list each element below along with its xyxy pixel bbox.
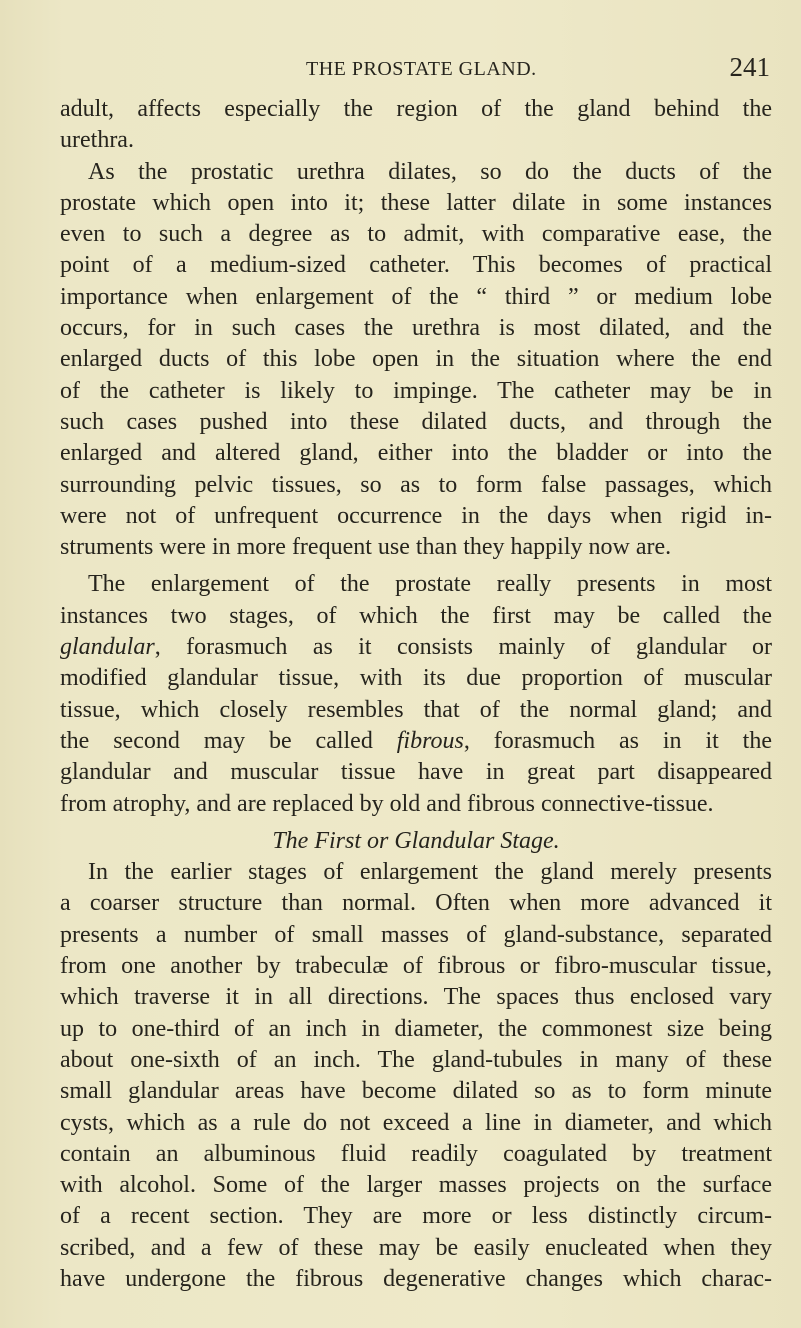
text-line: urethra. — [60, 127, 134, 154]
text-line: prostate which open into it; these latter dilate in some instances — [60, 189, 772, 216]
text-line: up to one-third of an inch in diameter, the commonest size being — [60, 1015, 772, 1042]
text-line: a coarser structure than normal. Often when more advanced it — [60, 890, 772, 917]
text-line: struments were in more frequent use than they happily now are. — [60, 534, 672, 561]
text-line: have undergone the fibrous degenerative changes which charac- — [60, 1265, 772, 1292]
text-line: of the catheter is likely to impinge. The catheter may be in — [60, 377, 772, 404]
page-header — [300, 52, 770, 88]
text-line: the second may be called fibrous, forasmuch as in it the — [60, 727, 772, 754]
text-line: In the earlier stages of enlargement the gland merely presents — [88, 859, 772, 886]
text-line: contain an albuminous fluid readily coagulated by treatment — [60, 1140, 772, 1167]
running-head: THE PROSTATE GLAND. — [306, 58, 537, 80]
paragraph — [60, 569, 772, 819]
text-line: about one-sixth of an inch. The gland-tubules in many of these — [60, 1046, 772, 1073]
text-line: with alcohol. Some of the larger masses projects on the surface — [60, 1172, 772, 1199]
text-line: The enlargement of the prostate really presents in most — [88, 571, 772, 598]
text-line: from one another by trabeculæ of fibrous or fibro-muscular tissue, — [60, 953, 772, 980]
text-line: scribed, and a few of these may be easily enucleated when they — [60, 1234, 772, 1261]
text-line: of a recent section. They are more or less distinctly circum- — [60, 1203, 772, 1230]
text-line: such cases pushed into these dilated ducts, and through the — [60, 408, 772, 435]
text-line: presents a number of small masses of gland-substance, separated — [60, 921, 772, 948]
page-number: 241 — [729, 52, 770, 82]
section-subheading: The First or Glandular Stage. — [272, 827, 560, 854]
text-line: surrounding pelvic tissues, so as to form false passages, which — [60, 471, 772, 498]
emphasized-term: glandular — [60, 634, 155, 661]
paragraph — [60, 94, 772, 157]
paragraph — [60, 157, 772, 564]
text-line: from atrophy, and are replaced by old and fibrous connective-tissue. — [60, 790, 714, 817]
text-line: modified glandular tissue, with its due proportion of muscular — [60, 665, 772, 692]
text-line: enlarged and altered gland, either into the bladder or into the — [60, 440, 772, 467]
text-line: importance when enlargement of the “ third ” or medium lobe — [60, 283, 772, 310]
text-line: enlarged ducts of this lobe open in the situation where the end — [60, 346, 772, 373]
text-line: occurs, for in such cases the urethra is most dilated, and the — [60, 315, 772, 342]
text-line: glandular, forasmuch as it consists mainly of glandular or — [60, 634, 772, 661]
text-line: As the prostatic urethra dilates, so do the ducts of the — [88, 158, 772, 185]
text-line: instances two stages, of which the first may be called the — [60, 602, 772, 629]
text-line: glandular and muscular tissue have in great part disappeared — [60, 759, 772, 786]
text-line: small glandular areas have become dilated so as to form minute — [60, 1078, 772, 1105]
paragraph — [60, 857, 772, 1295]
body-text — [60, 94, 772, 1295]
text-line: tissue, which closely resembles that of the normal gland; and — [60, 696, 772, 723]
text-line: cysts, which as a rule do not exceed a line in diameter, and which — [60, 1109, 772, 1136]
text-line: point of a medium-sized catheter. This becomes of practical — [60, 252, 772, 279]
emphasized-term: fibrous — [396, 727, 464, 754]
text-line: even to such a degree as to admit, with comparative ease, the — [60, 221, 772, 248]
text-line: which traverse it in all directions. The spaces thus enclosed vary — [60, 984, 772, 1011]
text-line: were not of unfrequent occurrence in the days when rigid in- — [60, 502, 772, 529]
text-line: adult, affects especially the region of the gland behind the — [60, 96, 772, 122]
